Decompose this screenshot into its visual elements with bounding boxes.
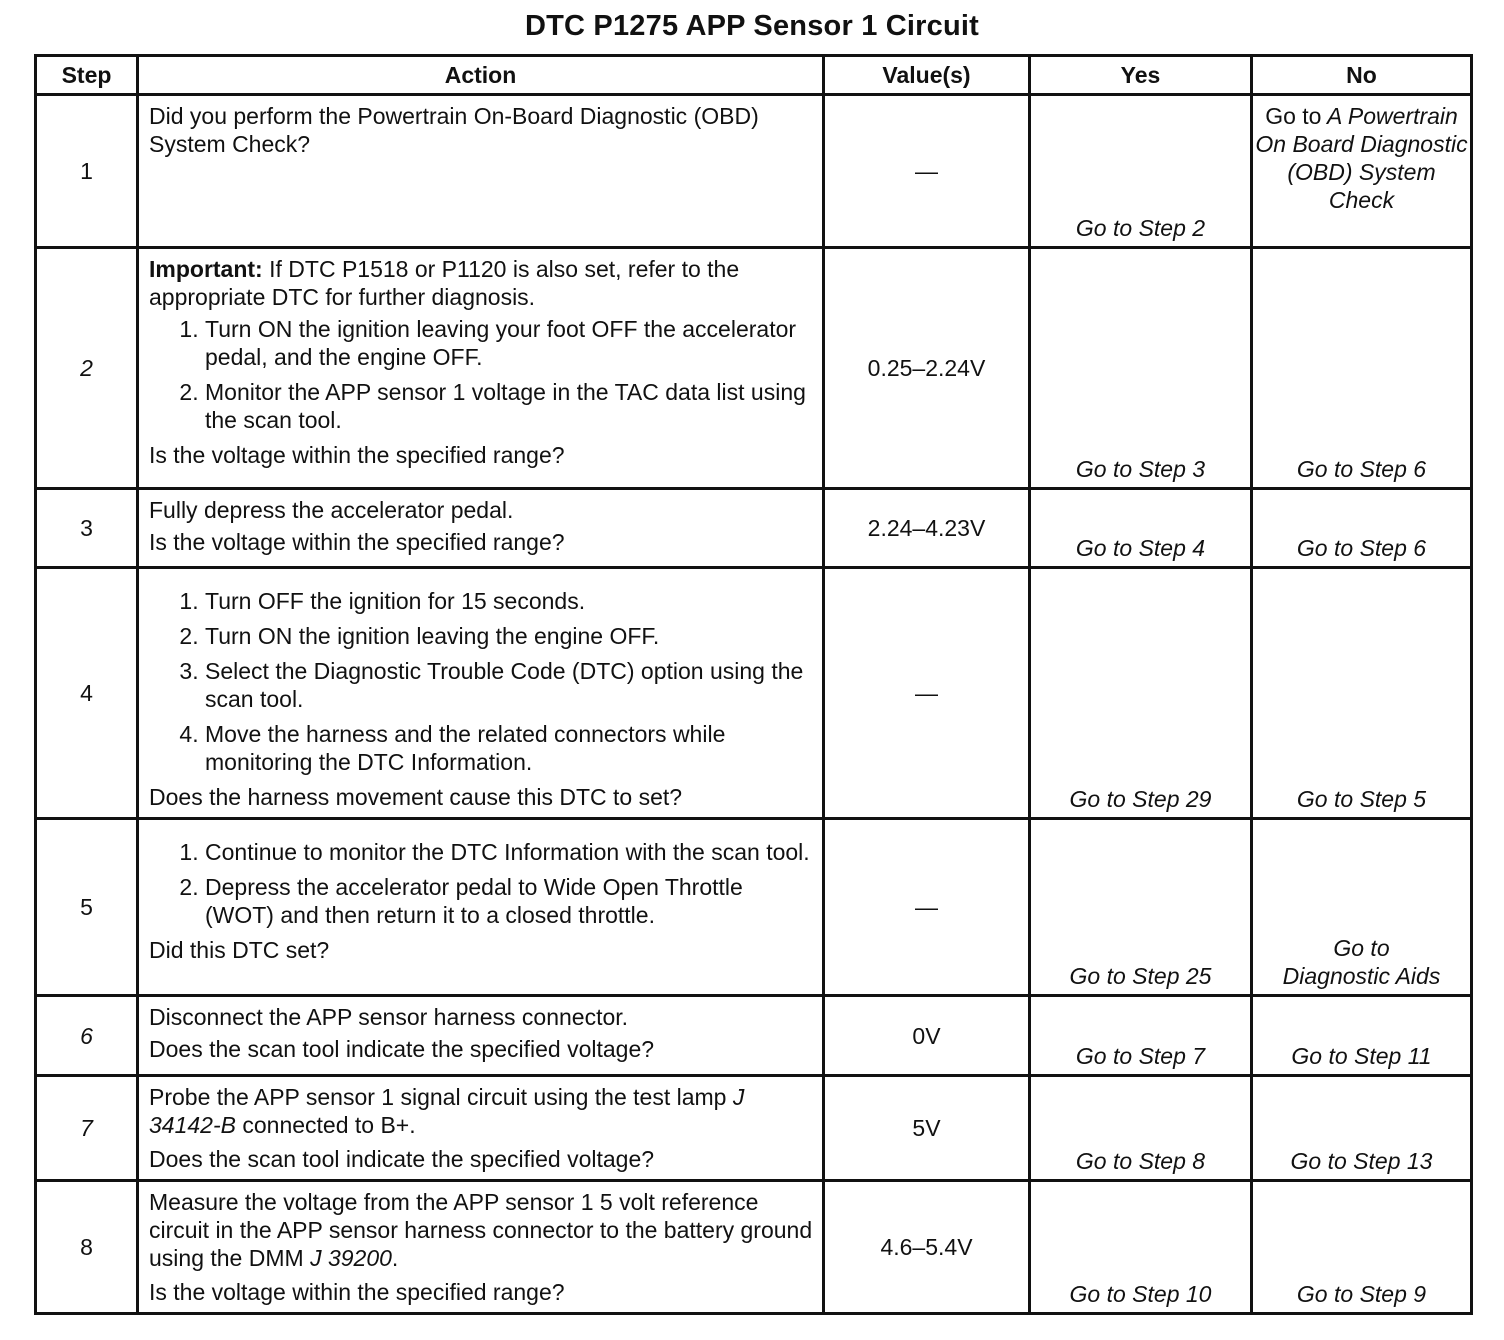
step-number: 5 xyxy=(36,819,138,996)
header-values: Value(s) xyxy=(824,56,1030,95)
value-cell: — xyxy=(824,95,1030,248)
action-cell xyxy=(138,489,824,568)
value-cell: — xyxy=(824,568,1030,819)
action-text: Fully depress the accelerator pedal. xyxy=(149,497,514,523)
list-item: 4. Move the harness and the related connectors while monitoring the DTC Information. xyxy=(205,720,814,776)
no-cell: Go to Step 6 xyxy=(1252,489,1472,568)
yes-cell: Go to Step 25 xyxy=(1030,819,1252,996)
action-question: Does the scan tool indicate the specified voltage? xyxy=(149,1036,655,1062)
action-question: Is the voltage within the specified range? xyxy=(149,529,565,555)
value-cell: 2.24–4.23V xyxy=(824,489,1030,568)
important-note xyxy=(149,255,814,311)
table-row xyxy=(36,1181,1472,1314)
value-cell: — xyxy=(824,819,1030,996)
action-cell xyxy=(138,568,824,819)
list-item: 2. Depress the accelerator pedal to Wide Open Throttle (WOT) and then return it to a closed throttle. xyxy=(205,873,814,929)
action-list xyxy=(149,315,814,434)
no-cell xyxy=(1252,95,1472,248)
action-cell xyxy=(138,248,824,489)
yes-cell: Go to Step 4 xyxy=(1030,489,1252,568)
action-cell xyxy=(138,95,824,248)
table-row xyxy=(36,489,1472,568)
yes-cell: Go to Step 3 xyxy=(1030,248,1252,489)
important-label: Important: xyxy=(149,256,263,282)
no-cell: Go to Step 11 xyxy=(1252,996,1472,1076)
action-question: Is the voltage within the specified range? xyxy=(149,1279,565,1305)
no-cell: Go to Step 9 xyxy=(1252,1181,1472,1314)
list-item: 3. Select the Diagnostic Trouble Code (DTC) option using the scan tool. xyxy=(205,657,814,713)
step-number: 3 xyxy=(36,489,138,568)
list-item: 1. Turn OFF the ignition for 15 seconds. xyxy=(205,587,814,615)
value-cell: 0.25–2.24V xyxy=(824,248,1030,489)
action-cell xyxy=(138,1181,824,1314)
no-cell: Go to Step 13 xyxy=(1252,1076,1472,1181)
action-text xyxy=(149,1083,814,1139)
table-row xyxy=(36,819,1472,996)
step-number: 2 xyxy=(36,248,138,489)
no-cell: Go to Step 5 xyxy=(1252,568,1472,819)
important-text: If DTC P1518 or P1120 is also set, refer to the appropriate DTC for further diagnosis. xyxy=(149,256,740,310)
action-text-pre: Measure the voltage from the APP sensor 1 5 volt reference circuit in the APP sensor harness connector to the battery ground using the DMM xyxy=(149,1189,813,1271)
header-step: Step xyxy=(36,56,138,95)
yes-cell: Go to Step 7 xyxy=(1030,996,1252,1076)
no-line-2: Diagnostic Aids xyxy=(1282,963,1441,989)
yes-cell: Go to Step 10 xyxy=(1030,1181,1252,1314)
no-prefix: Go to xyxy=(1265,103,1322,129)
table-row xyxy=(36,95,1472,248)
diagnostic-table xyxy=(34,54,1473,1315)
no-line-1: Go to xyxy=(1333,935,1390,961)
step-number: 1 xyxy=(36,95,138,248)
table-row xyxy=(36,568,1472,819)
table-row xyxy=(36,248,1472,489)
action-text: Disconnect the APP sensor harness connector. xyxy=(149,1004,629,1030)
step-number: 6 xyxy=(36,996,138,1076)
step-number: 7 xyxy=(36,1076,138,1181)
action-text-post: . xyxy=(391,1245,399,1271)
step-number: 8 xyxy=(36,1181,138,1314)
no-cell xyxy=(1252,819,1472,996)
table-row xyxy=(36,996,1472,1076)
action-question: Is the voltage within the specified range? xyxy=(149,442,565,468)
yes-cell: Go to Step 29 xyxy=(1030,568,1252,819)
value-cell: 4.6–5.4V xyxy=(824,1181,1030,1314)
action-list xyxy=(149,587,814,776)
action-text-pre: Probe the APP sensor 1 signal circuit using the test lamp xyxy=(149,1084,727,1110)
tool-reference: J 39200 xyxy=(310,1245,392,1271)
yes-cell: Go to Step 2 xyxy=(1030,95,1252,248)
header-no: No xyxy=(1252,56,1472,95)
action-list xyxy=(149,838,814,929)
action-question: Did this DTC set? xyxy=(149,937,330,963)
no-link: A Powertrain On Board Diagnostic (OBD) System Check xyxy=(1255,103,1468,213)
list-item: 2. Monitor the APP sensor 1 voltage in the TAC data list using the scan tool. xyxy=(205,378,814,434)
header-row xyxy=(36,56,1472,95)
table-row xyxy=(36,1076,1472,1181)
step-number: 4 xyxy=(36,568,138,819)
action-cell xyxy=(138,1076,824,1181)
value-cell: 0V xyxy=(824,996,1030,1076)
no-cell: Go to Step 6 xyxy=(1252,248,1472,489)
action-text-post: connected to B+. xyxy=(242,1112,416,1138)
action-cell xyxy=(138,996,824,1076)
action-text: Did you perform the Powertrain On-Board Diagnostic (OBD) System Check? xyxy=(149,103,759,157)
action-text xyxy=(149,1188,814,1272)
list-item: 1. Continue to monitor the DTC Information with the scan tool. xyxy=(205,838,814,866)
list-item: 2. Turn ON the ignition leaving the engine OFF. xyxy=(205,622,814,650)
page-title: DTC P1275 APP Sensor 1 Circuit xyxy=(524,10,980,42)
tool-reference: J 34142-B xyxy=(149,1084,745,1138)
action-question: Does the scan tool indicate the specified voltage? xyxy=(149,1146,655,1172)
list-item: 1. Turn ON the ignition leaving your foot OFF the accelerator pedal, and the engine OFF. xyxy=(205,315,814,371)
action-cell xyxy=(138,819,824,996)
value-cell: 5V xyxy=(824,1076,1030,1181)
header-action: Action xyxy=(138,56,824,95)
yes-cell: Go to Step 8 xyxy=(1030,1076,1252,1181)
action-question: Does the harness movement cause this DTC to set? xyxy=(149,784,683,810)
header-yes: Yes xyxy=(1030,56,1252,95)
